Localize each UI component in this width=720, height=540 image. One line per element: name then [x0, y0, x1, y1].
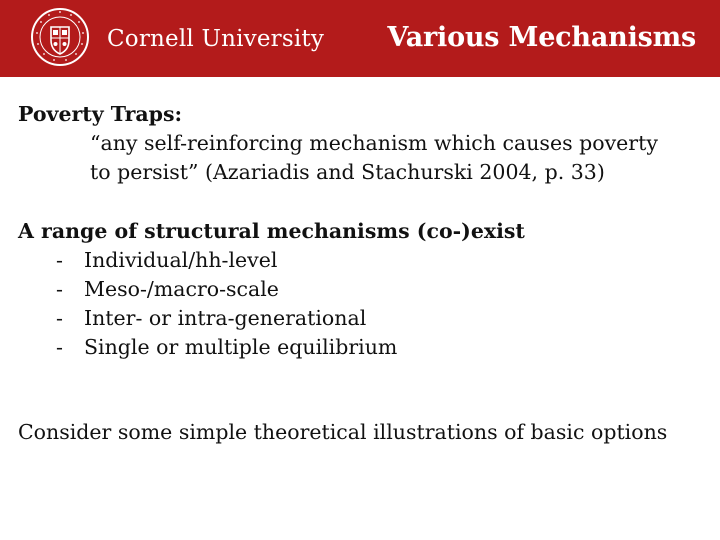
university-wordmark: Cornell University	[107, 26, 325, 52]
dash-bullet: -	[56, 306, 63, 330]
dash-bullet: -	[56, 277, 63, 301]
poverty-traps-section	[18, 100, 708, 187]
list-item	[18, 333, 708, 362]
list-item-text: Single or multiple equilibrium	[84, 335, 398, 359]
mechanisms-section	[18, 217, 708, 362]
slide-title: Various Mechanisms	[387, 22, 696, 53]
list-item	[18, 304, 708, 333]
dash-bullet: -	[56, 248, 63, 272]
slide-body	[18, 100, 708, 447]
mechanism-list	[18, 246, 708, 362]
list-item	[18, 246, 708, 275]
dash-bullet: -	[56, 335, 63, 359]
list-item-text: Meso-/macro-scale	[84, 277, 279, 301]
section-heading: A range of structural mechanisms (co-)exist	[18, 219, 525, 243]
quote-line: to persist” (Azariadis and Stachurski 2004, p. 33)	[90, 160, 605, 184]
slide-header	[0, 0, 720, 77]
closing-statement: Consider some simple theoretical illustrations of basic options	[18, 420, 668, 444]
cornell-seal-icon	[30, 7, 90, 67]
section-heading: Poverty Traps:	[18, 102, 183, 126]
list-item-text: Individual/hh-level	[84, 248, 278, 272]
list-item-text: Inter- or intra-generational	[84, 306, 367, 330]
list-item	[18, 275, 708, 304]
quote-line: “any self-reinforcing mechanism which causes poverty	[90, 131, 658, 155]
